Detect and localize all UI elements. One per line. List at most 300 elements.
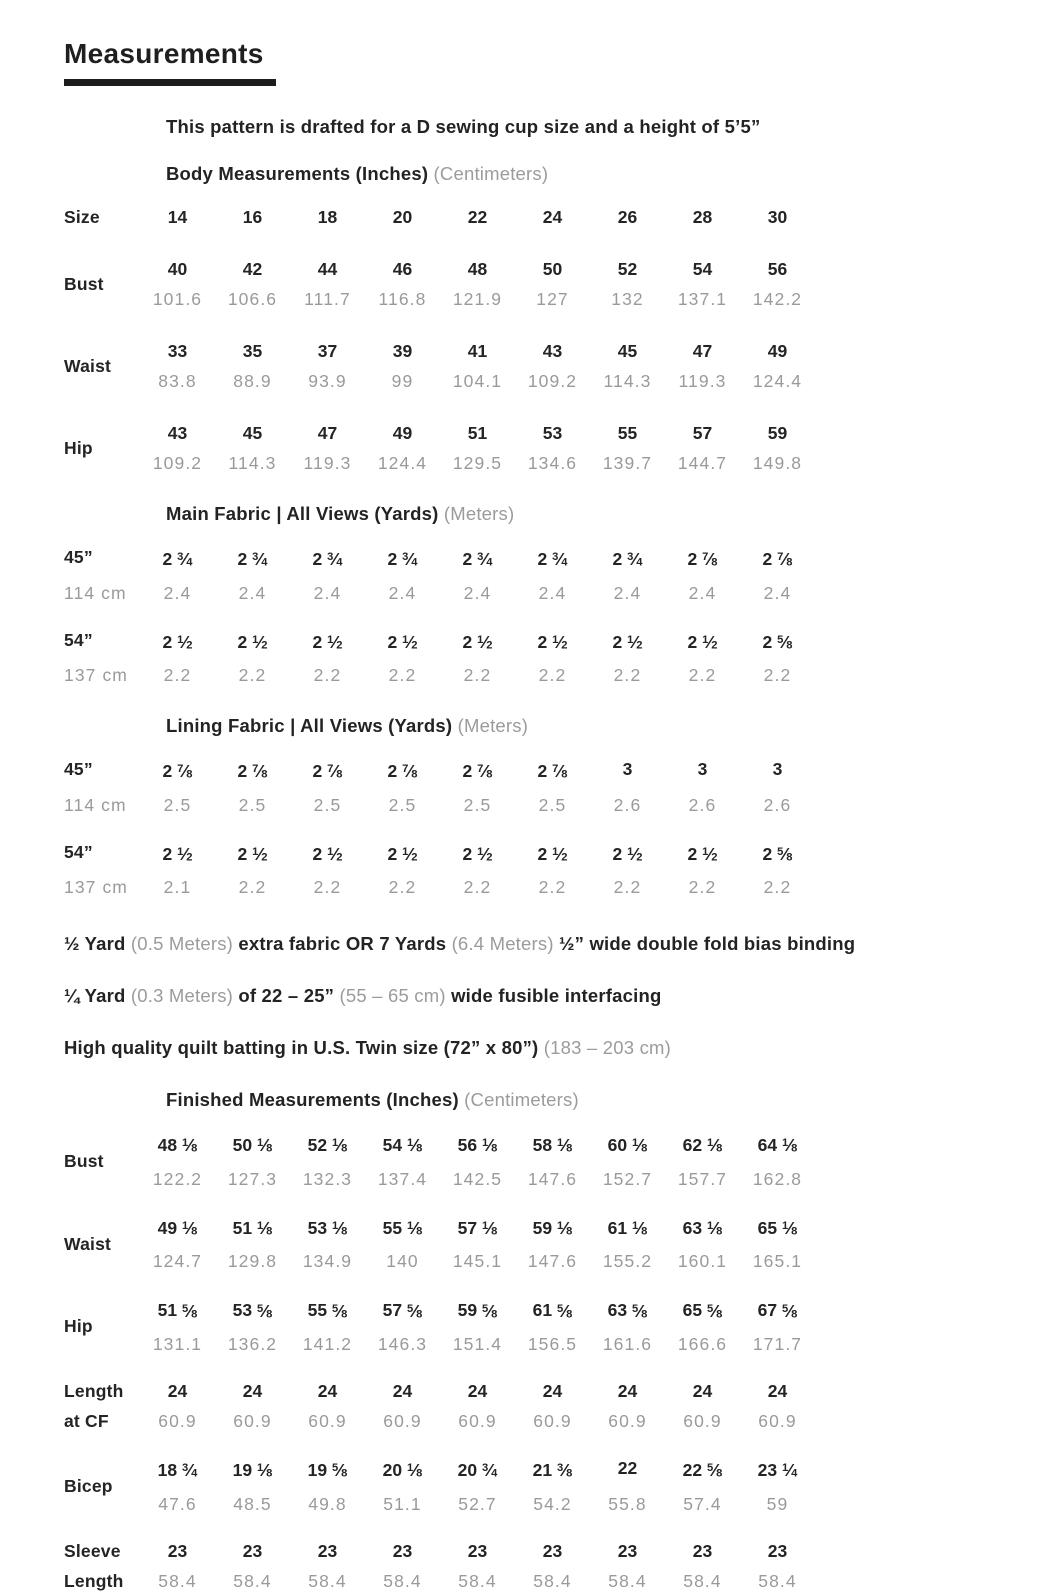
fraction: $^1⁄_8$ [331,1135,348,1156]
measurement-value: 39 [392,341,413,361]
measurement-value: 2 $^7⁄_8$ [162,761,193,782]
measurement-value: 59 $^1⁄_8$ [532,1217,573,1238]
measurement-row [64,1128,1052,1194]
measurement-value: 46 [392,259,413,279]
measurement-metric: 60.9 [383,1411,422,1432]
measurement-value: 24 [767,1381,788,1402]
measurement-value: 51 $^5⁄_8$ [157,1300,198,1321]
measurement-metric: 171.7 [752,1334,803,1355]
measurement-value: 2 $^5⁄_8$ [762,843,793,864]
measurement-metric: 60.9 [233,1411,272,1432]
measurement-row [64,542,1052,608]
row-sublabel: at CF [64,1411,109,1432]
measurement-row [64,1211,1052,1277]
fraction: $^1⁄_8$ [481,1217,498,1238]
measurement-metric: 132.3 [302,1168,353,1189]
measurement-metric: 2.4 [538,582,567,603]
measurement-metric: 58.4 [383,1570,422,1591]
measurement-row [64,336,1052,396]
measurement-value: 35 [242,341,263,361]
measurement-metric: 151.4 [452,1334,503,1355]
fraction: $^1⁄_2$ [327,631,343,652]
measurement-metric: 129.8 [227,1251,278,1272]
fraction: $^5⁄_8$ [481,1300,498,1321]
measurement-value: 37 [317,341,338,361]
measurement-value: 19 $^1⁄_8$ [232,1460,273,1481]
fraction: $^1⁄_2$ [252,631,268,652]
title-underline [64,79,276,86]
fraction: $^5⁄_8$ [331,1300,348,1321]
row-label: Hip [64,438,93,458]
measurement-metric: 60.9 [608,1411,647,1432]
measurement-metric: 2.4 [238,582,267,603]
measurement-metric: 2.6 [763,794,792,815]
measurement-metric: 2.4 [763,582,792,603]
measurement-metric: 2.4 [163,582,192,603]
measurement-value: 2 $^7⁄_8$ [762,549,793,570]
measurement-metric: 129.5 [452,453,503,473]
measurement-value: 49 $^1⁄_8$ [157,1217,198,1238]
measurement-value: 42 [242,259,263,279]
measurement-metric: 2.1 [163,877,192,898]
row-label: Waist [64,356,112,376]
measurement-metric: 2.2 [313,665,342,686]
measurement-value: 2 $^7⁄_8$ [237,761,268,782]
measurement-metric: 2.5 [163,794,192,815]
measurement-metric: 152.7 [602,1168,653,1189]
measurement-value: 2 $^1⁄_2$ [237,843,268,864]
measurement-metric: 2.5 [388,794,417,815]
measurement-value: 2 $^1⁄_2$ [612,843,643,864]
measurement-value: 23 [617,1540,638,1561]
measurement-metric: 2.2 [688,877,717,898]
measurement-value: 3 [622,759,633,780]
fraction: $^7⁄_8$ [252,761,268,782]
note-text: extra fabric OR 7 Yards [233,933,452,955]
fraction: $^1⁄_8$ [256,1217,273,1238]
section-heading [166,715,1052,737]
measurement-value: 22 [617,1458,638,1479]
measurement-value: 57 [692,423,713,443]
measurement-value: 18 $^3⁄_4$ [157,1460,198,1481]
fraction: $^1⁄_8$ [406,1460,423,1481]
measurement-row [64,1453,1052,1519]
measurement-value: 61 $^1⁄_8$ [607,1217,648,1238]
fraction: $^1⁄_8$ [256,1135,273,1156]
fraction: $^1⁄_8$ [781,1135,798,1156]
fraction: $^5⁄_8$ [331,1460,348,1481]
row-label: Hip [64,1316,93,1337]
fraction: $^7⁄_8$ [177,761,193,782]
measurement-metric: 2.2 [613,665,642,686]
measurement-metric: 131.1 [152,1334,203,1355]
measurement-value: 67 $^5⁄_8$ [757,1300,798,1321]
measurement-value: 55 $^5⁄_8$ [307,1300,348,1321]
measurement-value: 52 $^1⁄_8$ [307,1135,348,1156]
measurement-value: 21 $^3⁄_8$ [532,1460,573,1481]
note-text: ½” wide double fold bias binding [553,933,856,955]
measurement-metric: 60.9 [458,1411,497,1432]
measurement-value: 54 [692,259,713,279]
fraction: $^1⁄_4$ [781,1460,798,1481]
finished-measurement-tables [64,1089,1052,1595]
measurement-value: 53 $^1⁄_8$ [307,1217,348,1238]
fraction: $^5⁄_8$ [631,1300,648,1321]
measurement-value: 24 [617,1381,638,1402]
measurement-value: 23 [392,1540,413,1561]
fraction: $^1⁄_8$ [631,1217,648,1238]
fraction: $^1⁄_8$ [406,1217,423,1238]
measurement-metric: 60.9 [683,1411,722,1432]
measurement-metric: 142.2 [752,289,803,309]
fraction: $^1⁄_8$ [181,1217,198,1238]
measurement-row [64,837,1052,903]
measurement-metric: 2.5 [463,794,492,815]
measurement-value: 3 [772,759,783,780]
measurement-metric: 160.1 [677,1251,728,1272]
measurement-value: 2 $^1⁄_2$ [237,631,268,652]
measurement-value: 23 [317,1540,338,1561]
size-value: 30 [767,207,788,227]
measurement-value: 2 $^7⁄_8$ [537,761,568,782]
measurement-metric: 109.2 [152,453,203,473]
measurement-value: 65 $^5⁄_8$ [682,1300,723,1321]
row-sublabel: 114 cm [64,794,127,815]
measurement-metric: 127.3 [227,1168,278,1189]
measurement-row [64,1293,1052,1359]
measurement-metric: 116.8 [378,289,427,309]
fraction: $^3⁄_4$ [177,549,193,570]
measurement-row [64,754,1052,820]
measurement-value: 22 $^5⁄_8$ [682,1460,723,1481]
measurement-value: 62 $^1⁄_8$ [682,1135,723,1156]
measurement-section [64,1089,1052,1595]
fraction: $^5⁄_8$ [181,1300,198,1321]
notion-note [64,933,1052,955]
fraction: $^7⁄_8$ [402,761,418,782]
measurement-value: 45 [242,423,263,443]
size-value: 18 [317,207,338,227]
fraction: $^3⁄_4$ [402,549,418,570]
measurement-value: 2 $^3⁄_4$ [462,549,493,570]
measurement-value: 49 [392,423,413,443]
measurement-value: 23 [542,1540,563,1561]
measurement-value: 55 $^1⁄_8$ [382,1217,423,1238]
fraction: $^5⁄_8$ [256,1300,273,1321]
fraction: $^5⁄_8$ [406,1300,423,1321]
note-text: ¼ Yard [64,985,131,1007]
measurement-metric: 139.7 [602,453,653,473]
measurement-value: 24 [392,1381,413,1402]
measurement-metric: 146.3 [377,1334,428,1355]
measurement-metric: 134.6 [527,453,578,473]
measurement-value: 52 [617,259,638,279]
measurement-metric: 2.2 [238,665,267,686]
measurement-value: 43 [167,423,188,443]
measurement-value: 53 [542,423,563,443]
measurement-metric: 137.4 [377,1168,428,1189]
measurement-value: 49 [767,341,788,361]
measurement-metric: 162.8 [752,1168,803,1189]
measurement-value: 24 [167,1381,188,1402]
measurement-metric: 122.2 [152,1168,203,1189]
measurement-metric: 121.9 [452,289,503,309]
note-text: ½ Yard [64,933,131,955]
fraction: $^3⁄_4$ [327,549,343,570]
fraction: $^1⁄_2$ [177,631,193,652]
measurement-value: 2 $^1⁄_2$ [537,843,568,864]
measurement-value: 2 $^1⁄_2$ [162,631,193,652]
measurement-tables [64,163,1052,902]
fraction: $^1⁄_8$ [556,1135,573,1156]
fraction: $^1⁄_8$ [631,1135,648,1156]
fraction: $^1⁄_2$ [177,843,193,864]
measurement-metric: 119.3 [678,371,727,391]
row-sublabel: 137 cm [64,877,128,898]
fraction: $^3⁄_4$ [627,549,643,570]
fraction: $^1⁄_8$ [406,1135,423,1156]
fraction: $^1⁄_8$ [706,1135,723,1156]
measurement-metric: 149.8 [752,453,803,473]
fraction: $^1⁄_2$ [552,843,568,864]
fraction: $^5⁄_8$ [781,1300,798,1321]
fraction: $^1⁄_2$ [327,843,343,864]
note-metric-text: (0.3 Meters) [130,985,234,1007]
measurement-metric: 104.1 [452,371,503,391]
measurement-value: 53 $^5⁄_8$ [232,1300,273,1321]
measurement-value: 2 $^1⁄_2$ [537,631,568,652]
measurement-value: 57 $^1⁄_8$ [457,1217,498,1238]
measurement-metric: 155.2 [602,1251,653,1272]
measurement-value: 2 $^1⁄_2$ [462,631,493,652]
notion-note [64,985,1052,1007]
fraction: $^1⁄_2$ [402,631,418,652]
measurement-value: 20 $^3⁄_4$ [457,1460,498,1481]
measurement-value: 63 $^5⁄_8$ [607,1300,648,1321]
measurement-metric: 59 [766,1493,789,1514]
measurement-value: 2 $^1⁄_2$ [687,843,718,864]
fraction: $^3⁄_4$ [181,1460,198,1481]
fraction: $^1⁄_2$ [552,631,568,652]
measurement-metric: 141.2 [302,1334,353,1355]
row-label: Bust [64,1151,104,1172]
fraction: $^7⁄_8$ [552,761,568,782]
measurement-value: 2 $^1⁄_2$ [462,843,493,864]
measurement-value: 3 [697,759,708,780]
size-value: 28 [692,207,713,227]
fraction: $^1⁄_2$ [477,631,493,652]
section-heading [166,163,1052,185]
fraction: $^1⁄_8$ [181,1135,198,1156]
measurement-value: 50 [542,259,563,279]
measurement-metric: 60.9 [158,1411,197,1432]
measurement-metric: 60.9 [758,1411,797,1432]
measurement-value: 2 $^1⁄_2$ [162,843,193,864]
row-sublabel: 137 cm [64,665,128,686]
measurement-section [64,163,1052,478]
measurement-value: 58 $^1⁄_8$ [532,1135,573,1156]
measurement-value: 54 $^1⁄_8$ [382,1135,423,1156]
measurement-value: 51 $^1⁄_8$ [232,1217,273,1238]
measurement-metric: 157.7 [677,1168,728,1189]
measurement-value: 40 [167,259,188,279]
measurement-metric: 147.6 [527,1251,578,1272]
row-label: 54” [64,841,93,862]
measurement-metric: 83.8 [158,371,197,391]
measurement-value: 23 [767,1540,788,1561]
row-label: Sleeve [64,1540,121,1561]
fraction: $^7⁄_8$ [327,761,343,782]
measurement-value: 2 $^7⁄_8$ [462,761,493,782]
measurement-section [64,503,1052,690]
row-label: Waist [64,1233,112,1254]
measurement-metric: 2.6 [613,794,642,815]
measurement-value: 24 [692,1381,713,1402]
measurement-metric: 2.5 [538,794,567,815]
measurement-metric: 2.2 [388,877,417,898]
size-value: 26 [617,207,638,227]
measurement-metric: 2.5 [313,794,342,815]
measurement-metric: 54.2 [533,1493,572,1514]
measurement-value: 45 [617,341,638,361]
fraction: $^1⁄_2$ [402,843,418,864]
measurement-value: 24 [467,1381,488,1402]
measurement-metric: 93.9 [308,371,347,391]
measurement-value: 50 $^1⁄_8$ [232,1135,273,1156]
measurement-metric: 124.4 [377,453,428,473]
row-sublabel: Length [64,1570,124,1591]
measurement-metric: 88.9 [233,371,272,391]
measurement-metric: 60.9 [308,1411,347,1432]
measurement-value: 2 $^3⁄_4$ [162,549,193,570]
measurement-metric: 2.4 [463,582,492,603]
measurement-value: 65 $^1⁄_8$ [757,1217,798,1238]
section-heading-text: Main Fabric | All Views (Yards) [166,503,439,524]
measurement-value: 23 $^1⁄_4$ [757,1460,798,1481]
row-sublabel: 114 cm [64,582,127,603]
measurement-value: 51 [467,423,488,443]
measurement-metric: 119.3 [303,453,352,473]
measurement-row [64,1536,1052,1596]
measurement-metric: 132 [611,289,644,309]
measurement-value: 2 $^1⁄_2$ [312,843,343,864]
fraction: $^1⁄_8$ [781,1217,798,1238]
measurement-section [64,715,1052,902]
measurement-value: 2 $^1⁄_2$ [612,631,643,652]
measurement-value: 60 $^1⁄_8$ [607,1135,648,1156]
measurement-metric: 58.4 [458,1570,497,1591]
measurement-value: 23 [242,1540,263,1561]
measurement-value: 48 $^1⁄_8$ [157,1135,198,1156]
measurement-metric: 114.3 [603,371,652,391]
fraction: $^1⁄_8$ [256,1460,273,1481]
row-label: 54” [64,629,93,650]
section-heading [166,503,1052,525]
measurement-value: 57 $^5⁄_8$ [382,1300,423,1321]
measurement-metric: 101.6 [152,289,203,309]
measurement-value: 2 $^3⁄_4$ [612,549,643,570]
fraction: $^1⁄_8$ [481,1135,498,1156]
measurement-value: 23 [692,1540,713,1561]
measurement-value: 24 [317,1381,338,1402]
measurement-metric: 51.1 [383,1493,422,1514]
measurement-value: 23 [167,1540,188,1561]
measurement-metric: 2.4 [388,582,417,603]
note-metric-text: (6.4 Meters) [451,933,554,955]
fraction: $^3⁄_4$ [481,1460,498,1481]
row-label: Bust [64,274,104,294]
measurement-metric: 142.5 [452,1168,503,1189]
measurement-value: 2 $^1⁄_2$ [387,631,418,652]
measurement-value: 23 [467,1540,488,1561]
fraction: $^5⁄_8$ [556,1300,573,1321]
measurement-value: 2 $^7⁄_8$ [387,761,418,782]
size-value: 24 [542,207,563,227]
measurement-value: 56 [767,259,788,279]
measurement-value: 43 [542,341,563,361]
section-heading-unit: (Meters) [438,503,515,524]
measurement-metric: 134.9 [302,1251,353,1272]
measurement-value: 64 $^1⁄_8$ [757,1135,798,1156]
measurement-value: 19 $^5⁄_8$ [307,1460,348,1481]
fraction: $^3⁄_8$ [556,1460,573,1481]
section-heading-text: Finished Measurements (Inches) [166,1089,459,1111]
measurement-value: 24 [542,1381,563,1402]
measurement-metric: 2.2 [313,877,342,898]
fraction: $^1⁄_2$ [702,843,718,864]
measurement-value: 2 $^1⁄_2$ [312,631,343,652]
size-header-row [64,202,1052,232]
measurement-value: 56 $^1⁄_8$ [457,1135,498,1156]
measurement-metric: 52.7 [458,1493,497,1514]
measurement-metric: 145.1 [452,1251,503,1272]
measurement-value: 24 [242,1381,263,1402]
measurement-row [64,418,1052,478]
measurement-metric: 2.2 [613,877,642,898]
note-text: of 22 – 25” [233,985,340,1007]
fraction: $^1⁄_2$ [627,631,643,652]
row-label: Bicep [64,1475,113,1496]
measurement-metric: 165.1 [752,1251,803,1272]
note-metric-text: (0.5 Meters) [130,933,234,955]
notions-notes [64,933,1052,1059]
size-value: 22 [467,207,488,227]
measurement-value: 63 $^1⁄_8$ [682,1217,723,1238]
measurement-metric: 58.4 [683,1570,722,1591]
measurement-metric: 2.2 [463,665,492,686]
fraction: $^1⁄_2$ [702,631,718,652]
measurement-metric: 47.6 [158,1493,197,1514]
measurement-metric: 99 [391,371,414,391]
measurement-metric: 2.2 [763,877,792,898]
measurement-metric: 109.2 [527,371,578,391]
measurement-value: 59 [767,423,788,443]
measurement-metric: 127 [536,289,569,309]
fraction: $^1⁄_2$ [627,843,643,864]
measurement-metric: 161.6 [602,1334,653,1355]
row-label: Length [64,1381,124,1402]
measurement-metric: 2.5 [238,794,267,815]
measurement-metric: 2.2 [463,877,492,898]
measurement-metric: 156.5 [527,1334,578,1355]
measurement-metric: 60.9 [533,1411,572,1432]
measurement-metric: 58.4 [158,1570,197,1591]
note-text: wide fusible interfacing [445,985,662,1007]
fraction: $^1⁄_8$ [331,1217,348,1238]
measurement-row [64,254,1052,314]
measurement-value: 44 [317,259,338,279]
measurement-value: 47 [317,423,338,443]
